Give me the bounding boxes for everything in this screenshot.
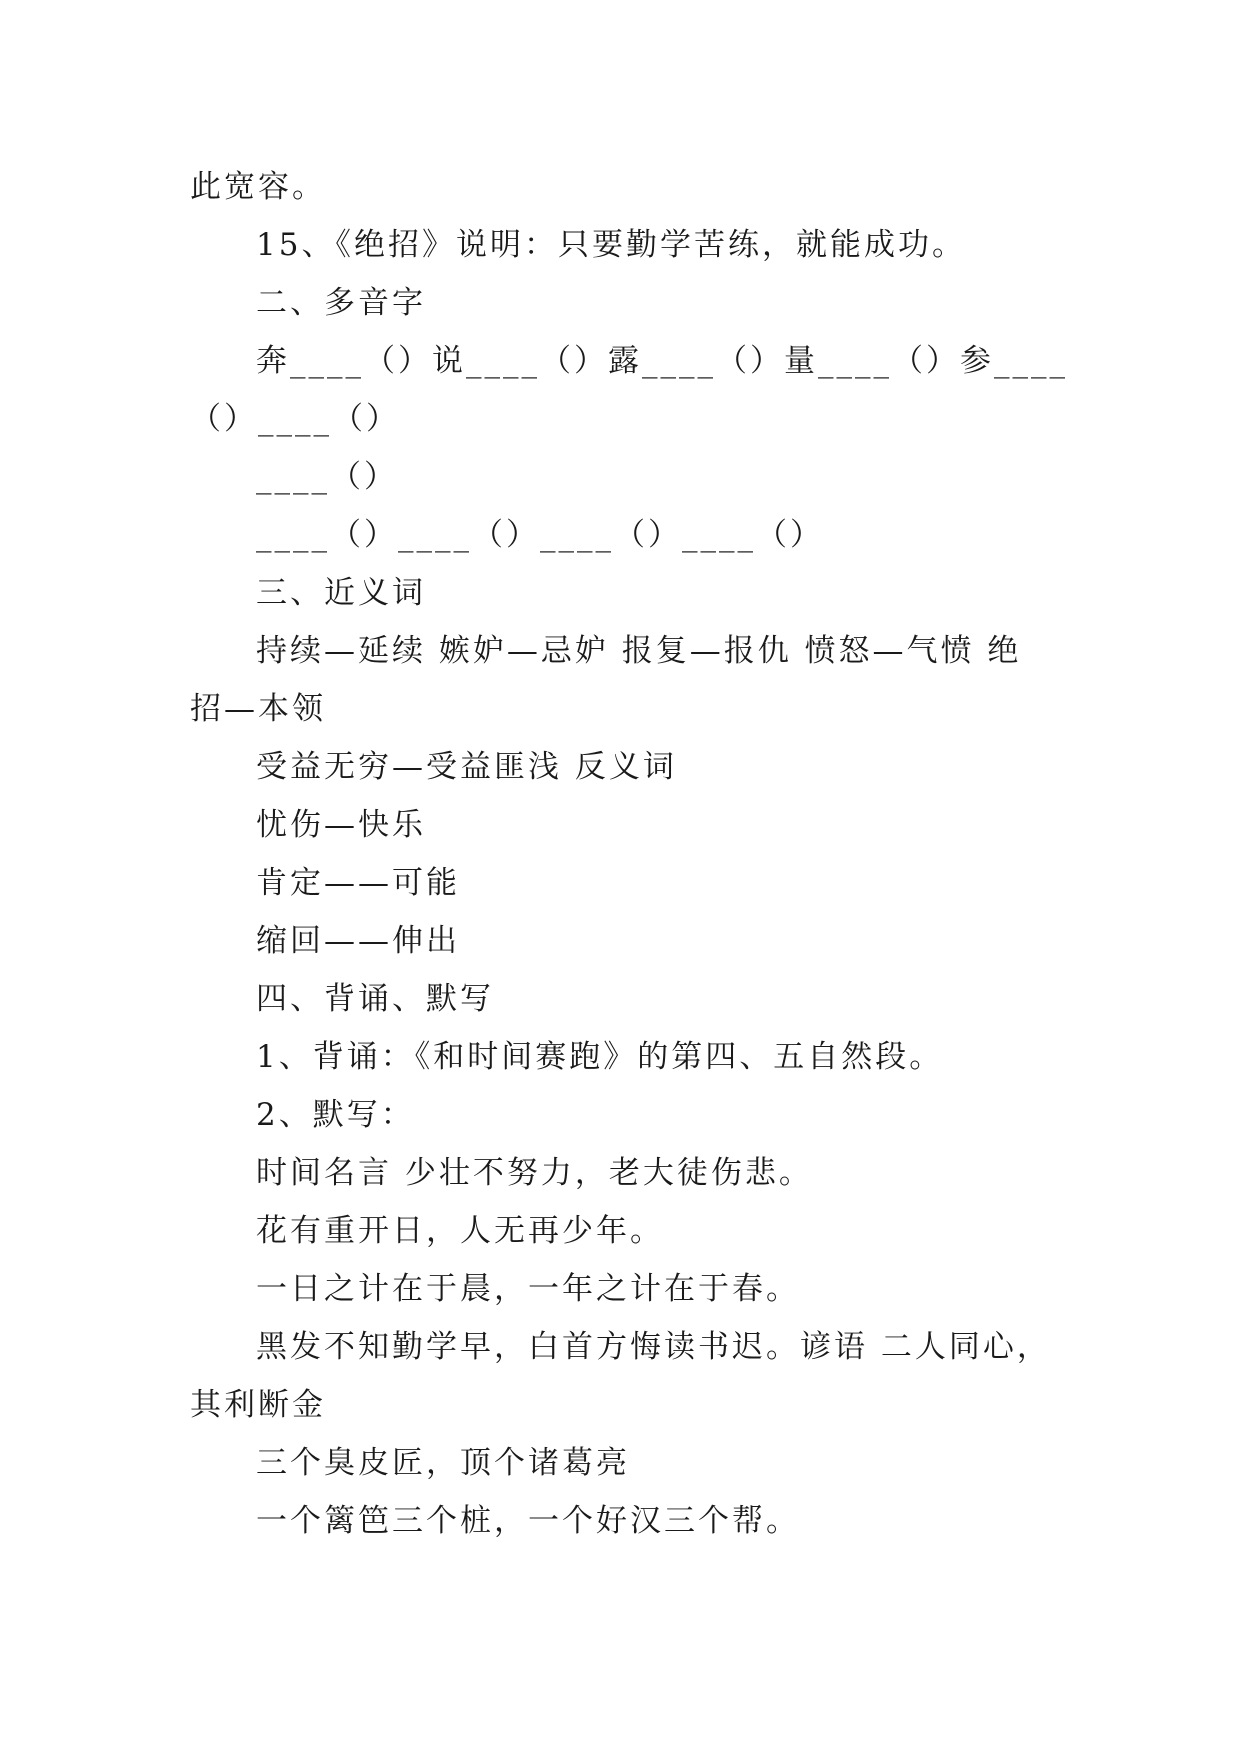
text-line: 三个臭皮匠，顶个诸葛亮 xyxy=(256,1445,630,1481)
text-line: ____（）____（）____（）____（） xyxy=(256,517,824,553)
section-heading: 三、近义词 xyxy=(256,575,426,611)
text-line: 肯定——可能 xyxy=(256,865,460,901)
section-heading: 二、多音字 xyxy=(256,285,426,321)
text-line: 招—本领 xyxy=(190,691,326,727)
section-heading: 四、背诵、默写 xyxy=(256,981,494,1017)
text-line: 缩回——伸出 xyxy=(256,923,460,959)
text-line: 15、《绝招》说明：只要勤学苦练，就能成功。 xyxy=(256,227,966,263)
text-line: 2、默写： xyxy=(256,1097,415,1133)
text-line: 持续—延续 嫉妒—忌妒 报复—报仇 愤怒—气愤 绝 xyxy=(256,633,1022,669)
text-line: 一个篱笆三个桩，一个好汉三个帮。 xyxy=(256,1503,800,1539)
text-line: （）____（） xyxy=(190,401,400,437)
text-line: 时间名言 少壮不努力，老大徒伤悲。 xyxy=(256,1155,813,1191)
document-body xyxy=(190,158,1068,1550)
text-line: ____（） xyxy=(256,459,398,495)
text-line: 其利断金 xyxy=(190,1387,326,1423)
text-line: 一日之计在于晨，一年之计在于春。 xyxy=(256,1271,800,1307)
text-line: 此宽容。 xyxy=(190,169,326,205)
text-line: 1、背诵：《和时间赛跑》的第四、五自然段。 xyxy=(256,1039,944,1075)
text-line: 受益无穷—受益匪浅 反义词 xyxy=(256,749,677,785)
text-line: 忧伤—快乐 xyxy=(256,807,426,843)
text-line: 花有重开日，人无再少年。 xyxy=(256,1213,664,1249)
text-line: 奔____（）说____（）露____（）量____（）参____ xyxy=(256,343,1068,379)
text-line: 黑发不知勤学早，白首方悔读书迟。谚语 二人同心， xyxy=(256,1329,1051,1365)
